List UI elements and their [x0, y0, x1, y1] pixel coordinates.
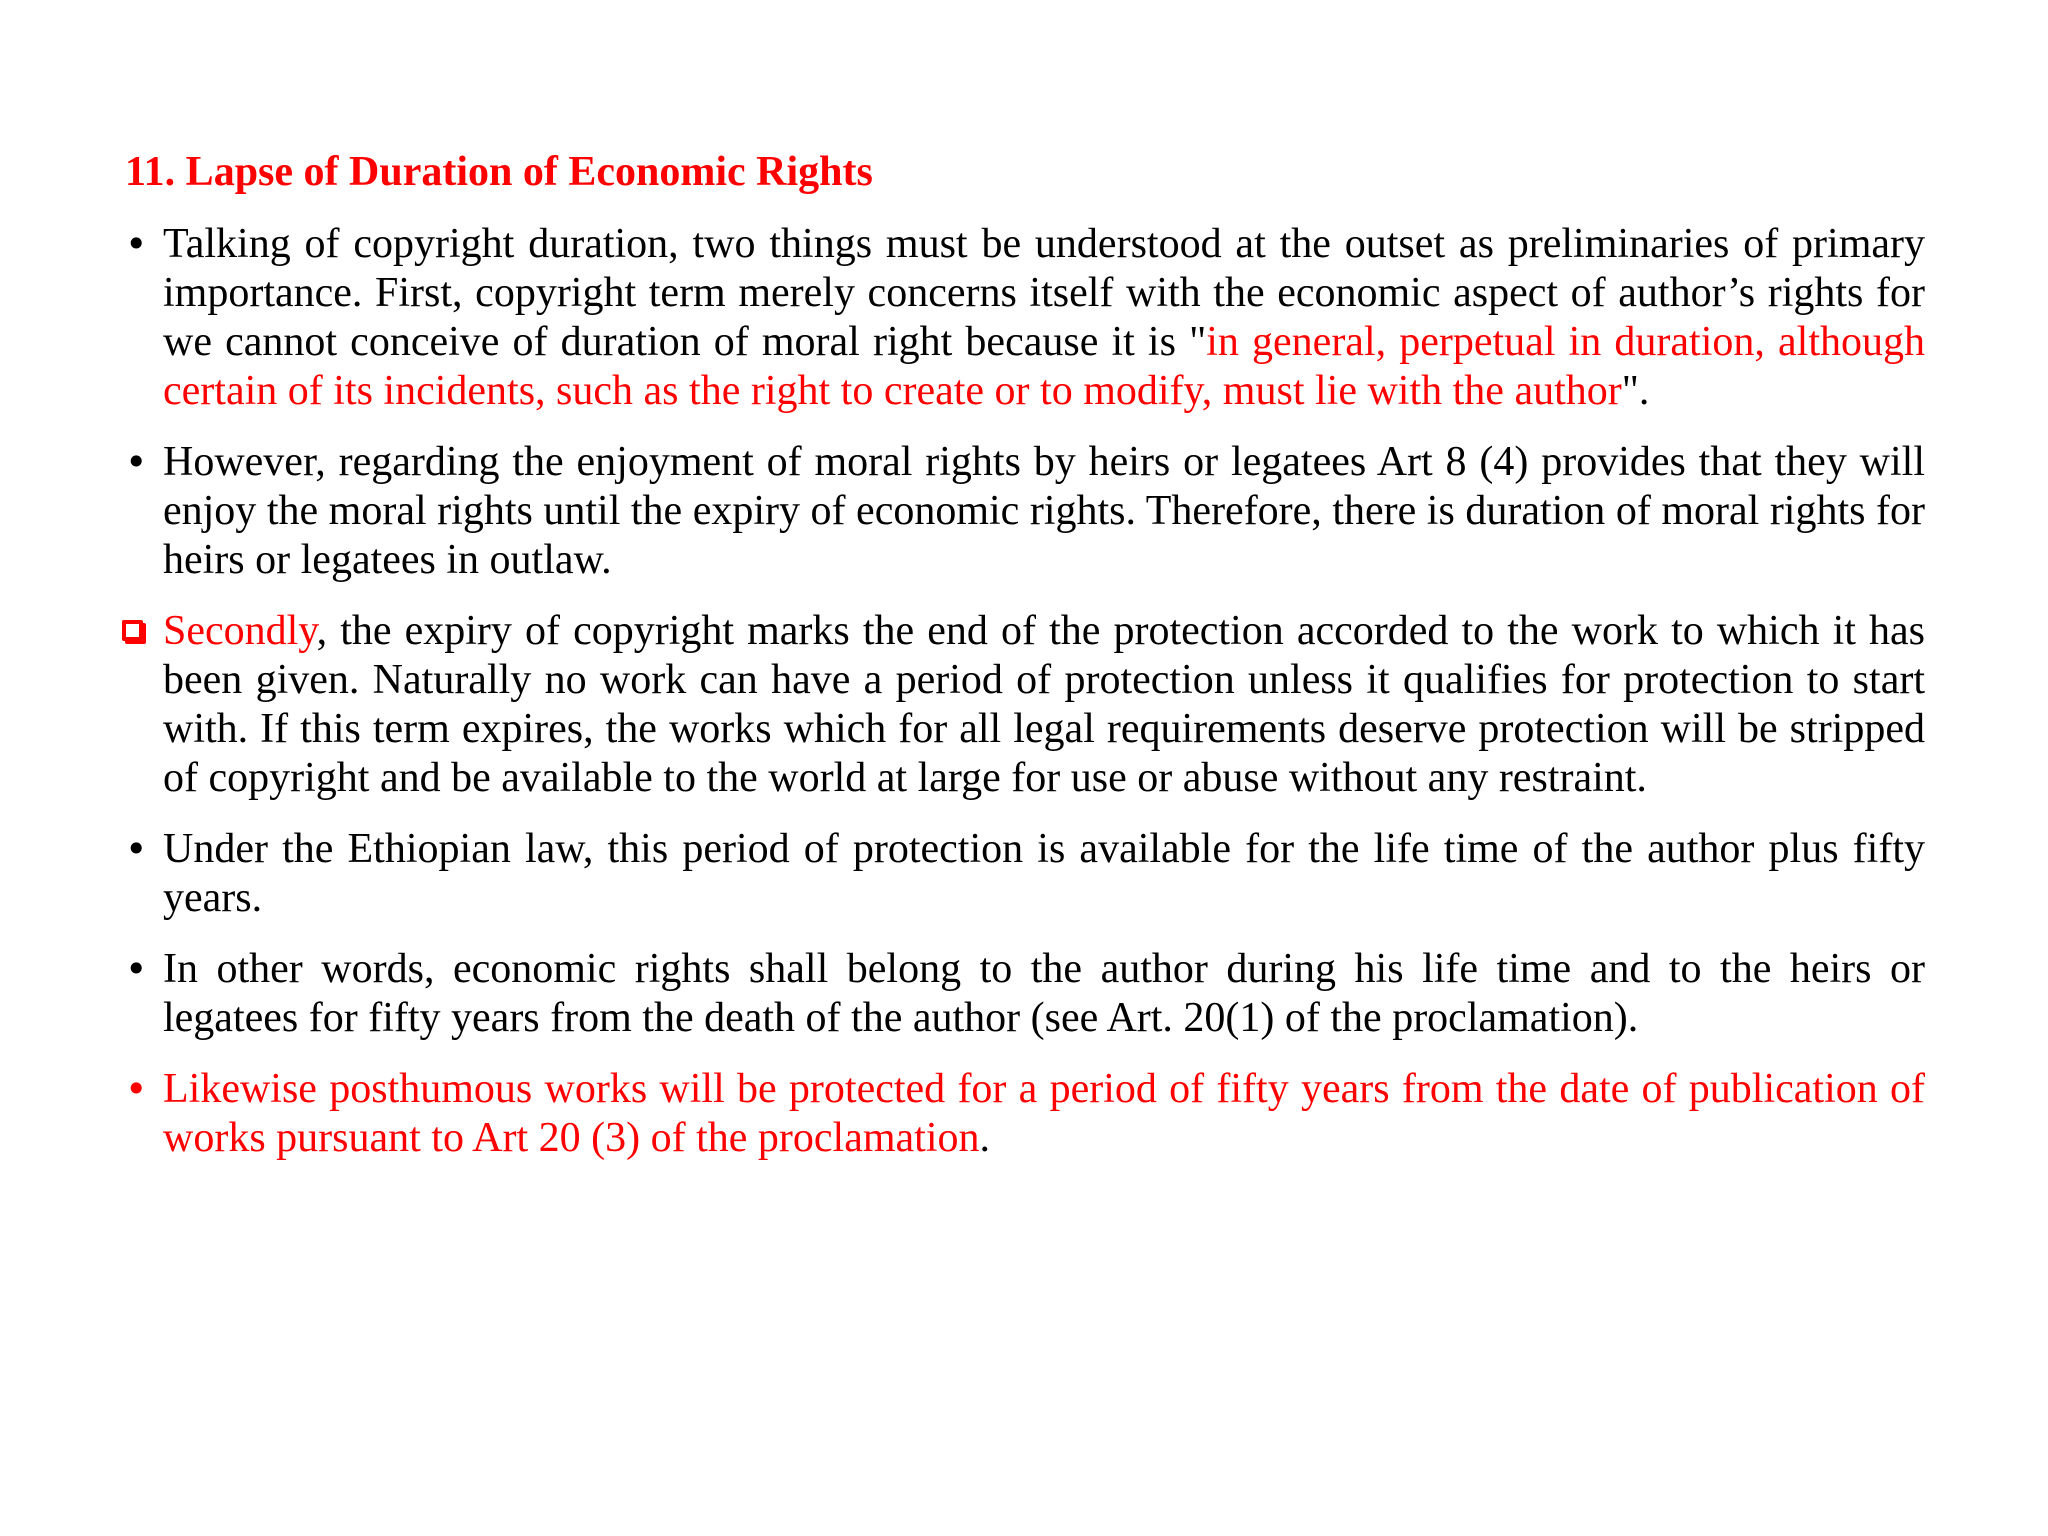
bullet-marker: •	[125, 222, 148, 266]
bullet-ethiopian-law	[125, 825, 1925, 923]
bullet-text-highlight: Likewise posthumous works will be protected for a period of fifty years from the date of publication of works pursuant to Art 20 (3) of the proclamation	[163, 1066, 1925, 1161]
bullet-highlight-secondly: Secondly	[163, 608, 317, 654]
bullet-moral-rights-heirs	[125, 438, 1925, 585]
bullet-text-end: .	[979, 1115, 990, 1161]
bullet-marker: •	[125, 947, 148, 991]
bullet-text: In other words, economic rights shall belong to the author during his life time and to the heirs or legatees for fifty years from the death of the author (see Art. 20(1) of the proclamation).	[163, 946, 1925, 1041]
bullet-marker: •	[125, 827, 148, 871]
bullet-text-end: ".	[1621, 368, 1650, 414]
bullet-quote-highlight: in general, perpetual in duration, although certain of its incidents, such as the right to create or to modify, must lie with the author	[163, 319, 1925, 414]
checkbox-square-icon	[122, 620, 143, 641]
bullet-text: However, regarding the enjoyment of moral rights by heirs or legatees Art 8 (4) provides that they will enjoy the moral rights until the expiry of economic rights. Therefore, there is duration of moral rights for heirs or legatees in outlaw.	[163, 439, 1925, 583]
bullet-economic-rights-heirs	[125, 945, 1925, 1043]
bullet-text: , the expiry of copyright marks the end of the protection accorded to the work to which it has been given. Naturally no work can have a period of protection unless it qualifies for protection to start with. If this term expires, the works which for all legal requirements deserve protection will be stripped of copyright and be available to the world at large for use or abuse without any restraint.	[163, 608, 1925, 801]
bullet-marker: •	[125, 440, 148, 484]
bullet-copyright-duration	[125, 220, 1925, 416]
bullet-text: Under the Ethiopian law, this period of protection is available for the life time of the author plus fifty years.	[163, 826, 1925, 921]
bullet-text: Talking of copyright duration, two things must be understood at the outset as preliminaries of primary importance. First, copyright term merely concerns itself with the economic aspect of author’s rights for we cannot conceive of duration of moral right because it is "	[163, 221, 1925, 365]
bullet-secondly-expiry	[125, 607, 1925, 803]
bullet-marker: •	[125, 1067, 148, 1111]
slide-title: 11. Lapse of Duration of Economic Rights	[125, 149, 873, 195]
bullet-list	[125, 220, 1925, 1185]
bullet-posthumous-works	[125, 1065, 1925, 1163]
